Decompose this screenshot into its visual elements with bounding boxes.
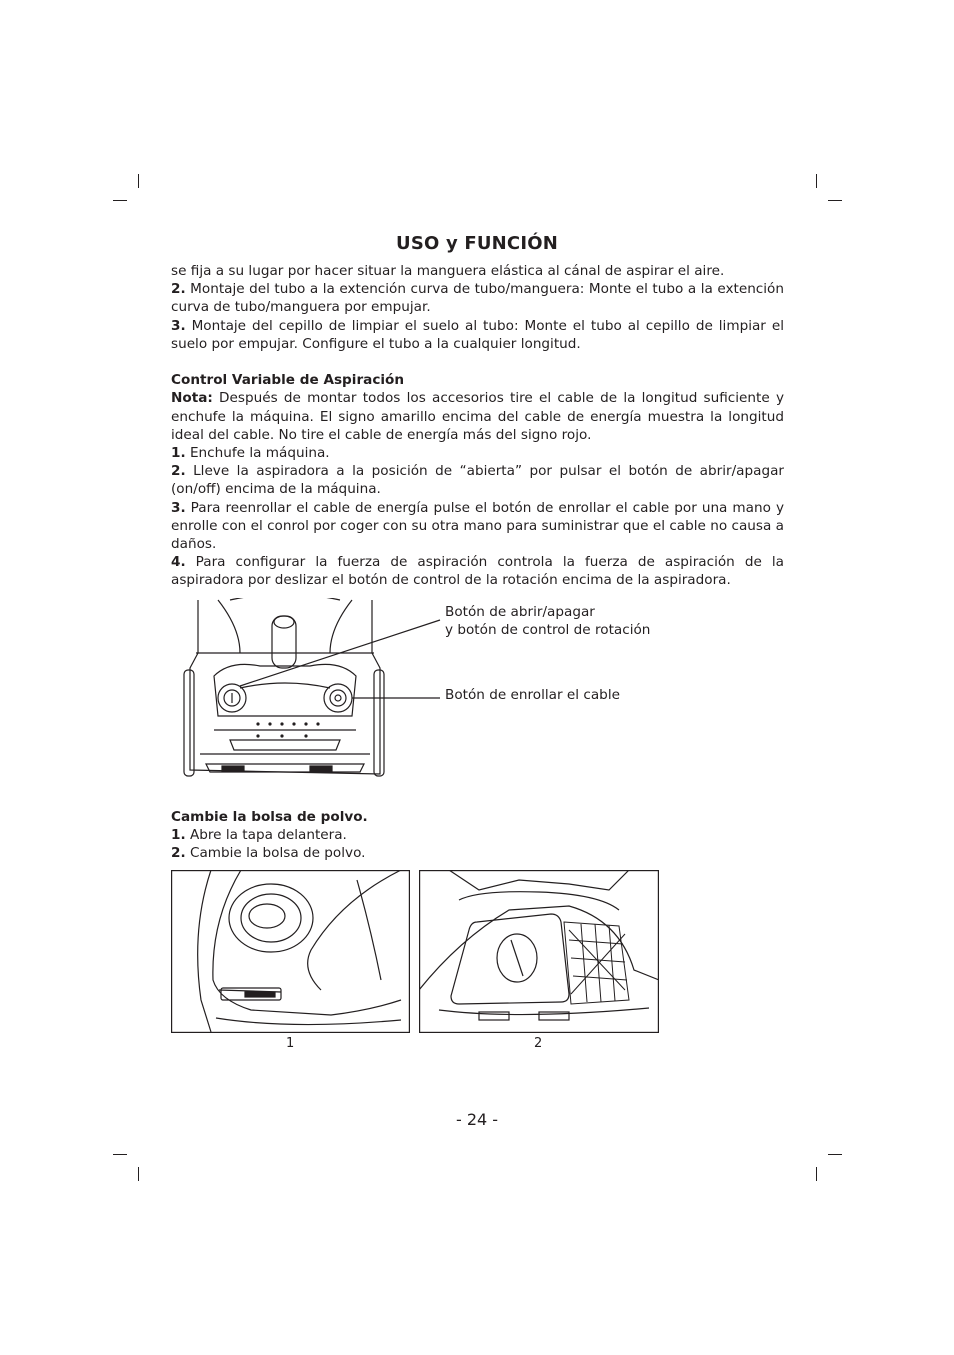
figure-caption-2: 2 bbox=[534, 1036, 543, 1051]
crop-mark bbox=[828, 1154, 842, 1155]
control-step-4: 4. Para configurar la fuerza de aspiración controla la fuerza de aspiración de la aspiradora por deslizar el botón de control de la rotación encima de la aspiradora. bbox=[171, 554, 784, 589]
bag-heading: Cambie la bolsa de polvo. bbox=[171, 809, 368, 825]
control-step-1: 1. Enchufe la máquina. bbox=[171, 445, 330, 462]
crop-mark bbox=[138, 174, 139, 188]
crop-mark bbox=[138, 1167, 139, 1181]
cord-button-label: Botón de enrollar el cable bbox=[445, 687, 620, 703]
dust-bag-figure bbox=[419, 870, 659, 1033]
crop-mark bbox=[113, 1154, 127, 1155]
page-number: - 24 - bbox=[455, 1110, 499, 1129]
crop-mark bbox=[816, 174, 817, 188]
control-note: Nota: Después de montar todos los accesorios tire el cable de la longitud suficiente y enchufe la máquina. El signo amarillo encima del cable de energía muestra la longitud ideal del cable. No tire el cable de energía más del signo rojo. bbox=[171, 390, 784, 443]
control-step-2: 2. Lleve la aspiradora a la posición de “abierta” por pulsar el botón de abrir/apagar (on/off) encima de la máquina. bbox=[171, 463, 784, 498]
control-step-3: 3. Para reenrollar el cable de energía pulse el botón de enrollar el cable por una mano y enrolle con el conrol por coger con su otra mano para suministrar que el cable no causa a daños. bbox=[171, 499, 784, 553]
intro-step-2: 2. Montaje del tubo a la extención curva de tubo/manguera: Monte el tubo a la extención curva de tubo/manguera por empujar. bbox=[171, 281, 784, 316]
control-heading: Control Variable de Aspiración bbox=[171, 372, 405, 389]
open-cover-figure bbox=[171, 870, 410, 1033]
crop-mark bbox=[816, 1167, 817, 1181]
bag-step-1: 1. Abre la tapa delantera. bbox=[171, 827, 347, 844]
bag-text bbox=[171, 808, 784, 863]
crop-mark bbox=[828, 200, 842, 201]
figure-caption-1: 1 bbox=[286, 1036, 295, 1051]
power-button-label: Botón de abrir/apagar y botón de control de rotación bbox=[445, 604, 651, 638]
intro-step-3: 3. Montaje del cepillo de limpiar el suelo al tubo: Monte el tubo al cepillo de limpiar el suelo por empujar. Configure el tubo a la cualquier longitud. bbox=[171, 317, 784, 352]
intro-line: se fija a su lugar por hacer situar la manguera elástica al cánal de aspirar el aire. bbox=[171, 263, 725, 279]
page-title: USO y FUNCIÓN bbox=[396, 233, 558, 254]
bag-step-2: 2. Cambie la bolsa de polvo. bbox=[171, 845, 366, 862]
main-text bbox=[171, 262, 784, 590]
crop-mark bbox=[113, 200, 127, 201]
